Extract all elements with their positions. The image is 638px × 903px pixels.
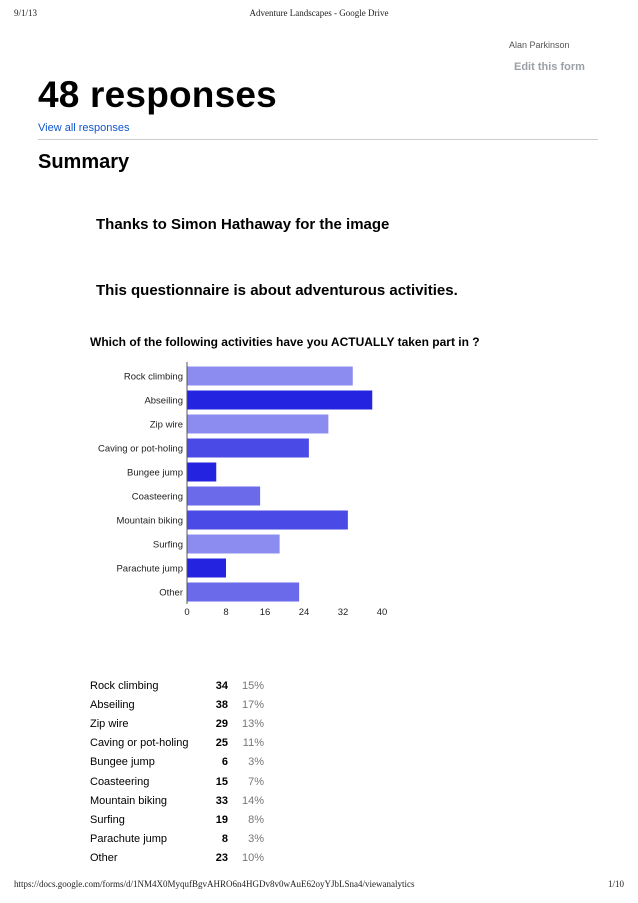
- print-title: Adventure Landscapes - Google Drive: [249, 8, 389, 18]
- bar: [187, 463, 216, 482]
- result-count: 23: [215, 852, 228, 865]
- x-tick-label: 0: [184, 607, 190, 618]
- user-name[interactable]: Alan Parkinson: [509, 40, 570, 50]
- result-label: Other: [90, 852, 118, 865]
- table-row: [90, 810, 264, 829]
- table-row: [90, 791, 264, 810]
- page-number: 1/10: [607, 879, 624, 889]
- x-tick-label: 24: [298, 607, 310, 618]
- y-tick-label: Zip wire: [149, 419, 183, 431]
- bar: [187, 367, 353, 386]
- print-url: https://docs.google.com/forms/d/1NM4X0MyqufBgvAHRO6n4HGDv8v0wAuE62oyYJbLSna4/viewanalytics: [14, 879, 415, 889]
- result-percent: 3%: [248, 756, 264, 769]
- result-count: 29: [215, 717, 228, 730]
- x-tick-label: 8: [223, 607, 229, 618]
- table-row: [90, 849, 264, 868]
- print-header: [14, 8, 624, 22]
- table-row: [90, 714, 264, 733]
- bar: [187, 391, 372, 410]
- x-tick-label: 40: [376, 607, 388, 618]
- bar: [187, 559, 226, 578]
- result-count: 33: [215, 794, 228, 807]
- question-title: Which of the following activities have you ACTUALLY taken part in ?: [90, 335, 480, 349]
- result-count: 15: [215, 775, 228, 788]
- image-credit: Thanks to Simon Hathaway for the image: [96, 216, 390, 233]
- result-label: Coasteering: [90, 775, 150, 788]
- result-count: 6: [221, 756, 228, 769]
- result-label: Zip wire: [90, 717, 129, 730]
- result-count: 19: [215, 813, 228, 826]
- result-percent: 11%: [242, 737, 264, 750]
- y-tick-label: Mountain biking: [116, 515, 183, 527]
- result-percent: 17%: [241, 698, 264, 711]
- table-row: [90, 830, 264, 849]
- y-tick-label: Surfing: [152, 539, 183, 551]
- section-description: This questionnaire is about adventurous activities.: [96, 282, 458, 299]
- result-count: 34: [215, 679, 228, 692]
- result-label: Caving or pot-holing: [90, 737, 189, 750]
- table-row: [90, 772, 264, 791]
- print-date: 9/1/13: [14, 8, 38, 18]
- result-percent: 13%: [241, 717, 264, 730]
- bar: [187, 511, 348, 530]
- y-tick-label: Coasteering: [131, 491, 183, 503]
- result-label: Surfing: [90, 813, 125, 826]
- result-count: 38: [215, 698, 228, 711]
- view-all-responses-link[interactable]: View all responses: [38, 122, 130, 134]
- x-tick-label: 16: [259, 607, 271, 618]
- result-percent: 8%: [248, 813, 264, 826]
- result-label: Bungee jump: [90, 756, 155, 769]
- edit-form-link[interactable]: Edit this form: [514, 61, 585, 73]
- bar: [187, 487, 260, 506]
- result-count: 25: [215, 737, 228, 750]
- print-footer: [14, 879, 624, 891]
- result-label: Abseiling: [90, 698, 135, 711]
- result-label: Rock climbing: [90, 679, 159, 692]
- y-tick-label: Caving or pot-holing: [97, 443, 183, 455]
- result-percent: 10%: [241, 852, 264, 865]
- table-row: [90, 695, 264, 714]
- page-title: 48 responses: [38, 74, 277, 115]
- bar: [187, 583, 299, 602]
- summary-heading: Summary: [38, 151, 130, 173]
- table-row: [90, 753, 264, 772]
- bar: [187, 439, 309, 458]
- y-tick-label: Abseiling: [144, 395, 183, 407]
- result-count: 8: [221, 833, 228, 846]
- y-tick-label: Other: [159, 587, 183, 599]
- y-tick-label: Bungee jump: [127, 467, 183, 479]
- divider: [38, 139, 598, 140]
- table-row: [90, 734, 264, 753]
- result-percent: 14%: [241, 794, 264, 807]
- y-tick-label: Rock climbing: [123, 371, 183, 383]
- result-percent: 7%: [248, 775, 264, 788]
- result-label: Parachute jump: [90, 833, 168, 846]
- results-table: [90, 676, 264, 868]
- activities-bar-chart: [60, 358, 400, 643]
- x-tick-label: 32: [337, 607, 349, 618]
- y-tick-label: Parachute jump: [116, 563, 183, 575]
- result-label: Mountain biking: [90, 794, 168, 807]
- result-percent: 3%: [248, 833, 264, 846]
- bar: [187, 415, 328, 434]
- table-row: [90, 676, 264, 695]
- result-percent: 15%: [241, 679, 264, 692]
- bar: [187, 535, 280, 554]
